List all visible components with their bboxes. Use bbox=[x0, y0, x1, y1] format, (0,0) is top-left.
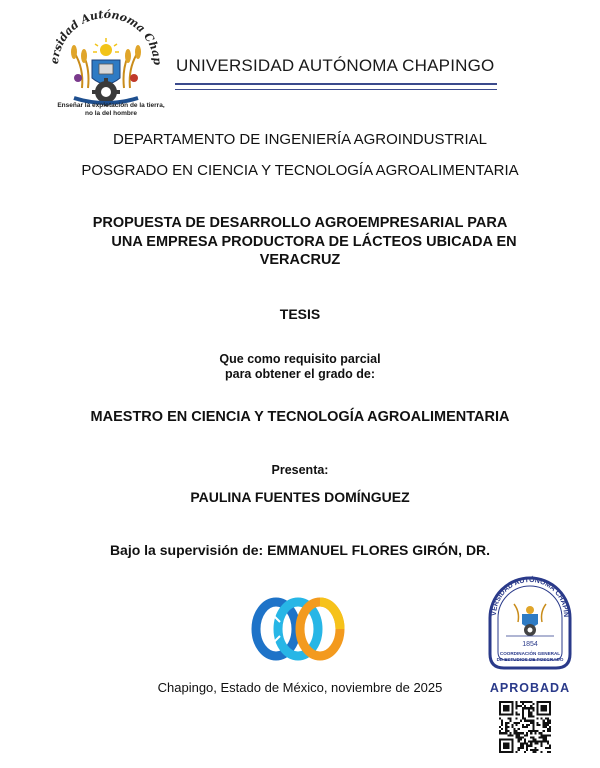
stamp-office-line-2: DE ESTUDIOS DE POSGRADO bbox=[496, 657, 564, 662]
posgrado-rings-logo bbox=[250, 594, 346, 664]
thesis-title bbox=[60, 214, 540, 270]
requirement-line-1: Que como requisito parcial bbox=[219, 352, 381, 366]
requirement-text bbox=[0, 352, 600, 382]
program-name: POSGRADO EN CIENCIA Y TECNOLOGÍA AGROALIMENTARIA bbox=[81, 162, 519, 179]
requirement-line-2: para obtener el grado de: bbox=[224, 367, 376, 381]
stamp-office-line-1: COORDINACIÓN GENERAL bbox=[499, 651, 561, 656]
svg-text:Universidad Autónoma Chapingo bbox=[44, 8, 164, 66]
presenta-label: Presenta: bbox=[271, 463, 329, 477]
verification-qr-code[interactable] bbox=[499, 701, 551, 753]
header-rule-bottom bbox=[175, 89, 497, 90]
department-name: DEPARTAMENTO DE INGENIERÍA AGROINDUSTRIAL bbox=[113, 131, 487, 148]
seal-ring-text: ersidad Autónoma Chap bbox=[47, 8, 165, 66]
thesis-title-line-2: UNA EMPRESA PRODUCTORA DE LÁCTEOS UBICADA EN bbox=[111, 233, 517, 250]
approval-status: APROBADA bbox=[489, 681, 571, 695]
document-type: TESIS bbox=[279, 306, 321, 322]
header-rule-top bbox=[175, 83, 497, 85]
supervisor-line: Bajo la supervisión de: EMMANUEL FLORES GIRÓN, DR. bbox=[109, 542, 491, 558]
motto-line-1: Enseñar la explotación de la tierra, bbox=[57, 102, 165, 109]
university-motto bbox=[56, 102, 166, 117]
university-name: UNIVERSIDAD AUTÓNOMA CHAPINGO bbox=[176, 56, 495, 75]
place-and-date: Chapingo, Estado de México, noviembre de 2025 bbox=[157, 680, 443, 695]
motto-line-2: no la del hombre bbox=[84, 109, 137, 117]
degree-name: MAESTRO EN CIENCIA Y TECNOLOGÍA AGROALIMENTARIA bbox=[90, 409, 510, 425]
approval-stamp bbox=[484, 566, 576, 686]
stamp-year: 1854 bbox=[522, 641, 538, 648]
stamp-ring-text: VERSIDAD AUTÓNOMA CHAPIN bbox=[490, 576, 570, 618]
thesis-title-line-1: PROPUESTA DE DESARROLLO AGROEMPRESARIAL PARA bbox=[92, 215, 508, 231]
author-name: PAULINA FUENTES DOMÍNGUEZ bbox=[190, 489, 410, 505]
thesis-title-line-3: VERACRUZ bbox=[259, 252, 341, 268]
